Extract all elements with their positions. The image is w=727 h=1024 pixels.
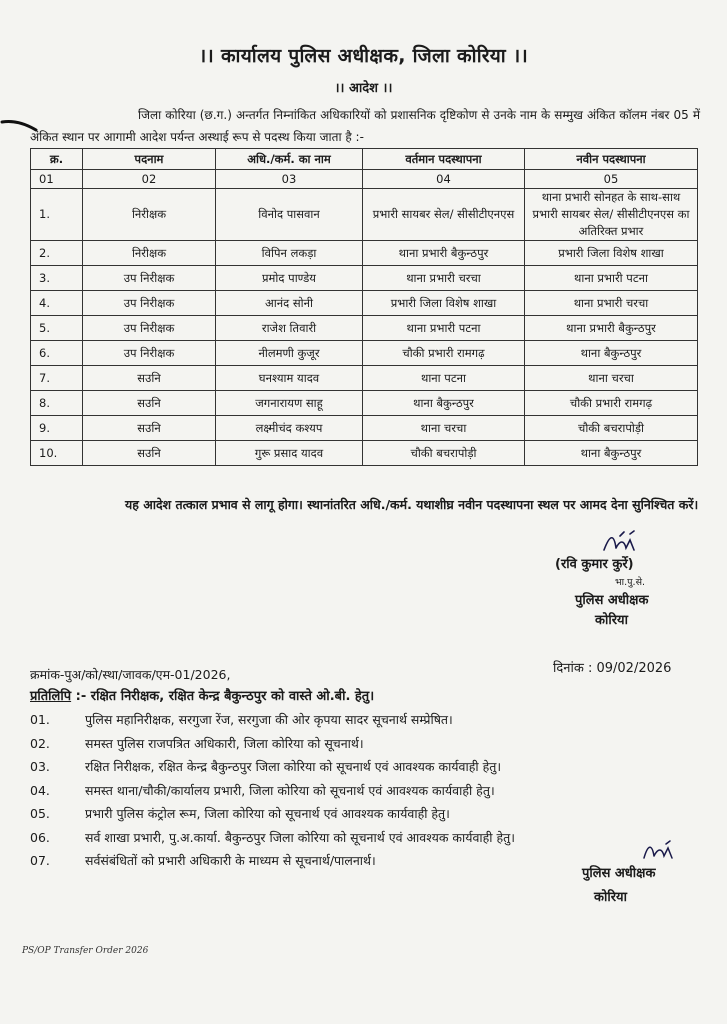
cell-rank: सउनि — [83, 366, 216, 391]
cell-serial: 6. — [31, 341, 83, 366]
list-item-number: 03. — [30, 759, 50, 774]
table-row — [31, 189, 698, 241]
office-title: ।। कार्यालय पुलिस अधीक्षक, जिला कोरिया ।। — [199, 45, 528, 67]
cell-rank: सउनि — [83, 391, 216, 416]
list-item-text: समस्त थाना/चौकी/कार्यालय प्रभारी, जिला कोरिया को सूचनार्थ एवं आवश्यक कार्यवाही हेतु। — [85, 782, 495, 798]
cell-current-posting: थाना प्रभारी पटना — [363, 316, 525, 341]
cell-current-posting: थाना पटना — [363, 366, 525, 391]
transfer-table — [30, 148, 698, 466]
list-item — [30, 755, 710, 779]
cell-rank: उप निरीक्षक — [83, 316, 216, 341]
table-row — [31, 366, 698, 391]
col-number: 03 — [216, 170, 363, 189]
cell-current-posting: थाना चरचा — [363, 416, 525, 441]
cell-serial: 4. — [31, 291, 83, 316]
copy-heading-text: :- रक्षित निरीक्षक, रक्षित केन्द्र बैकुन्ठपुर को वास्ते ओ.बी. हेतु। — [75, 689, 375, 704]
col-number: 01 — [31, 170, 83, 189]
list-item-number: 02. — [30, 735, 50, 751]
cell-name: विनोद पासवान — [216, 189, 363, 241]
cell-new-posting: थाना प्रभारी सोनहत के साथ-साथ प्रभारी सायबर सेल/ सीसीटीएनएस का अतिरिक्त प्रभार — [525, 189, 698, 241]
reference-number: क्रमांक-पुअ/को/स्था/जावक/एम-01/2026, — [30, 667, 231, 682]
cell-name: राजेश तिवारी — [216, 316, 363, 341]
cell-new-posting: थाना प्रभारी चरचा — [525, 291, 698, 316]
cell-new-posting: थाना बैकुन्ठपुर — [525, 441, 698, 466]
table-row — [31, 241, 698, 266]
signature-block-2 — [582, 862, 655, 910]
cell-name: लक्ष्मीचंद कश्यप — [216, 416, 363, 441]
list-item-text: सर्व शाखा प्रभारी, पु.अ.कार्या. बैकुन्ठपुर जिला कोरिया को सूचनार्थ एवं आवश्यक कार्यवाही हेतु। — [85, 829, 516, 845]
cell-rank: सउनि — [83, 416, 216, 441]
cell-current-posting: चौकी बचरापोड़ी — [363, 441, 525, 466]
cell-new-posting: चौकी बचरापोड़ी — [525, 416, 698, 441]
cell-name: प्रमोद पाण्डेय — [216, 266, 363, 291]
list-item-text: समस्त पुलिस राजपत्रित अधिकारी, जिला कोरिया को सूचनार्थ। — [85, 735, 364, 751]
cell-current-posting: थाना प्रभारी चरचा — [363, 266, 525, 291]
cell-serial: 9. — [31, 416, 83, 441]
table-row — [31, 391, 698, 416]
cell-current-posting: चौकी प्रभारी रामगढ़ — [363, 341, 525, 366]
cell-name: विपिन लकड़ा — [216, 241, 363, 266]
cell-rank: उप निरीक्षक — [83, 266, 216, 291]
list-item-number: 06. — [30, 829, 50, 845]
cell-current-posting: प्रभारी सायबर सेल/ सीसीटीएनएस — [363, 189, 525, 241]
copy-label: प्रतिलिपि — [30, 689, 72, 704]
cell-serial: 5. — [31, 316, 83, 341]
cell-rank: निरीक्षक — [83, 189, 216, 241]
order-heading: ।। आदेश ।। — [334, 81, 393, 96]
cell-current-posting: थाना बैकुन्ठपुर — [363, 391, 525, 416]
list-item — [30, 826, 710, 850]
cell-serial: 7. — [31, 366, 83, 391]
list-item-number: 05. — [30, 806, 50, 821]
cell-name: आनंद सोनी — [216, 291, 363, 316]
signature-block-1 — [555, 555, 648, 631]
closing-paragraph: यह आदेश तत्काल प्रभाव से लागू होगा। स्थानांतरित अधि./कर्म. यथाशीघ्र नवीन पदस्थापना स्थल पर आमद देना सुनिश्चित करें। — [125, 497, 699, 512]
list-item-number: 04. — [30, 782, 50, 798]
col-number: 05 — [525, 170, 698, 189]
list-item — [30, 779, 710, 803]
list-item — [30, 802, 710, 826]
cell-serial: 1. — [31, 189, 83, 241]
table-header-row — [31, 149, 698, 170]
copy-heading — [30, 686, 374, 704]
list-item-text: रक्षित निरीक्षक, रक्षित केन्द्र बैकुन्ठपुर जिला कोरिया को सूचनार्थ एवं आवश्यक कार्यवाही हेतु। — [85, 759, 502, 774]
cell-name: घनश्याम यादव — [216, 366, 363, 391]
cell-serial: 2. — [31, 241, 83, 266]
officer-district: कोरिया — [595, 613, 628, 628]
cell-new-posting: थाना बैकुन्ठपुर — [525, 341, 698, 366]
header-serial: क्र. — [31, 149, 83, 170]
column-number-row — [31, 170, 698, 189]
signature-icon — [640, 840, 680, 864]
footer-note: PS/OP Transfer Order 2026 — [22, 946, 149, 956]
cell-name: गुरू प्रसाद यादव — [216, 441, 363, 466]
officer-designation: पुलिस अधीक्षक — [575, 593, 649, 608]
cell-serial: 3. — [31, 266, 83, 291]
order-date: दिनांक : 09/02/2026 — [553, 661, 672, 676]
cell-serial: 8. — [31, 391, 83, 416]
intro-paragraph: जिला कोरिया (छ.ग.) अन्तर्गत निम्नांकित अधिकारियों को प्रशासनिक दृष्टिकोण से उनके नाम के सम्मुख अंकित कॉलम नंबर 05 में अंकित स्थान पर आगामी आदेश पर्यन्त अस्थाई रूप से पदस्थ किया जाता है :- — [30, 108, 700, 144]
list-item-number: 07. — [30, 853, 50, 868]
list-item — [30, 732, 710, 756]
officer-degree: भा.पु.से. — [615, 577, 646, 588]
header-rank: पदनाम — [83, 149, 216, 170]
table-row — [31, 341, 698, 366]
cell-new-posting: चौकी प्रभारी रामगढ़ — [525, 391, 698, 416]
list-item-text: प्रभारी पुलिस कंट्रोल रूम, जिला कोरिया को सूचनार्थ एवं आवश्यक कार्यवाही हेतु। — [85, 806, 450, 821]
list-item — [30, 708, 710, 732]
cell-new-posting: थाना प्रभारी बैकुन्ठपुर — [525, 316, 698, 341]
cell-rank: सउनि — [83, 441, 216, 466]
table-row — [31, 316, 698, 341]
list-item-text: सर्वसंबंधितों को प्रभारी अधिकारी के माध्यम से सूचनार्थ/पालनार्थ। — [85, 853, 376, 868]
signatory-designation: पुलिस अधीक्षक — [582, 866, 656, 881]
table-row — [31, 416, 698, 441]
copy-list — [30, 708, 710, 873]
cell-new-posting: प्रभारी जिला विशेष शाखा — [525, 241, 698, 266]
signatory-district: कोरिया — [594, 890, 627, 905]
officer-name: (रवि कुमार कुर्रे) — [555, 557, 634, 572]
cell-current-posting: थाना प्रभारी बैकुन्ठपुर — [363, 241, 525, 266]
cell-rank: उप निरीक्षक — [83, 341, 216, 366]
col-number: 02 — [83, 170, 216, 189]
cell-name: नीलमणी कुजूर — [216, 341, 363, 366]
cell-name: जगनारायण साहू — [216, 391, 363, 416]
signature-icon — [600, 530, 650, 558]
cell-rank: निरीक्षक — [83, 241, 216, 266]
header-new-posting: नवीन पदस्थापना — [525, 149, 698, 170]
table-row — [31, 266, 698, 291]
list-item-text: पुलिस महानिरीक्षक, सरगुजा रेंज, सरगुजा की ओर कृपया सादर सूचनार्थ सम्प्रेषित। — [85, 712, 453, 727]
cell-serial: 10. — [31, 441, 83, 466]
header-current-posting: वर्तमान पदस्थापना — [363, 149, 525, 170]
cell-rank: उप निरीक्षक — [83, 291, 216, 316]
header-name: अधि./कर्म. का नाम — [216, 149, 363, 170]
cell-new-posting: थाना प्रभारी पटना — [525, 266, 698, 291]
table-row — [31, 291, 698, 316]
col-number: 04 — [363, 170, 525, 189]
cell-current-posting: प्रभारी जिला विशेष शाखा — [363, 291, 525, 316]
cell-new-posting: थाना चरचा — [525, 366, 698, 391]
table-row — [31, 441, 698, 466]
list-item-number: 01. — [30, 712, 50, 727]
